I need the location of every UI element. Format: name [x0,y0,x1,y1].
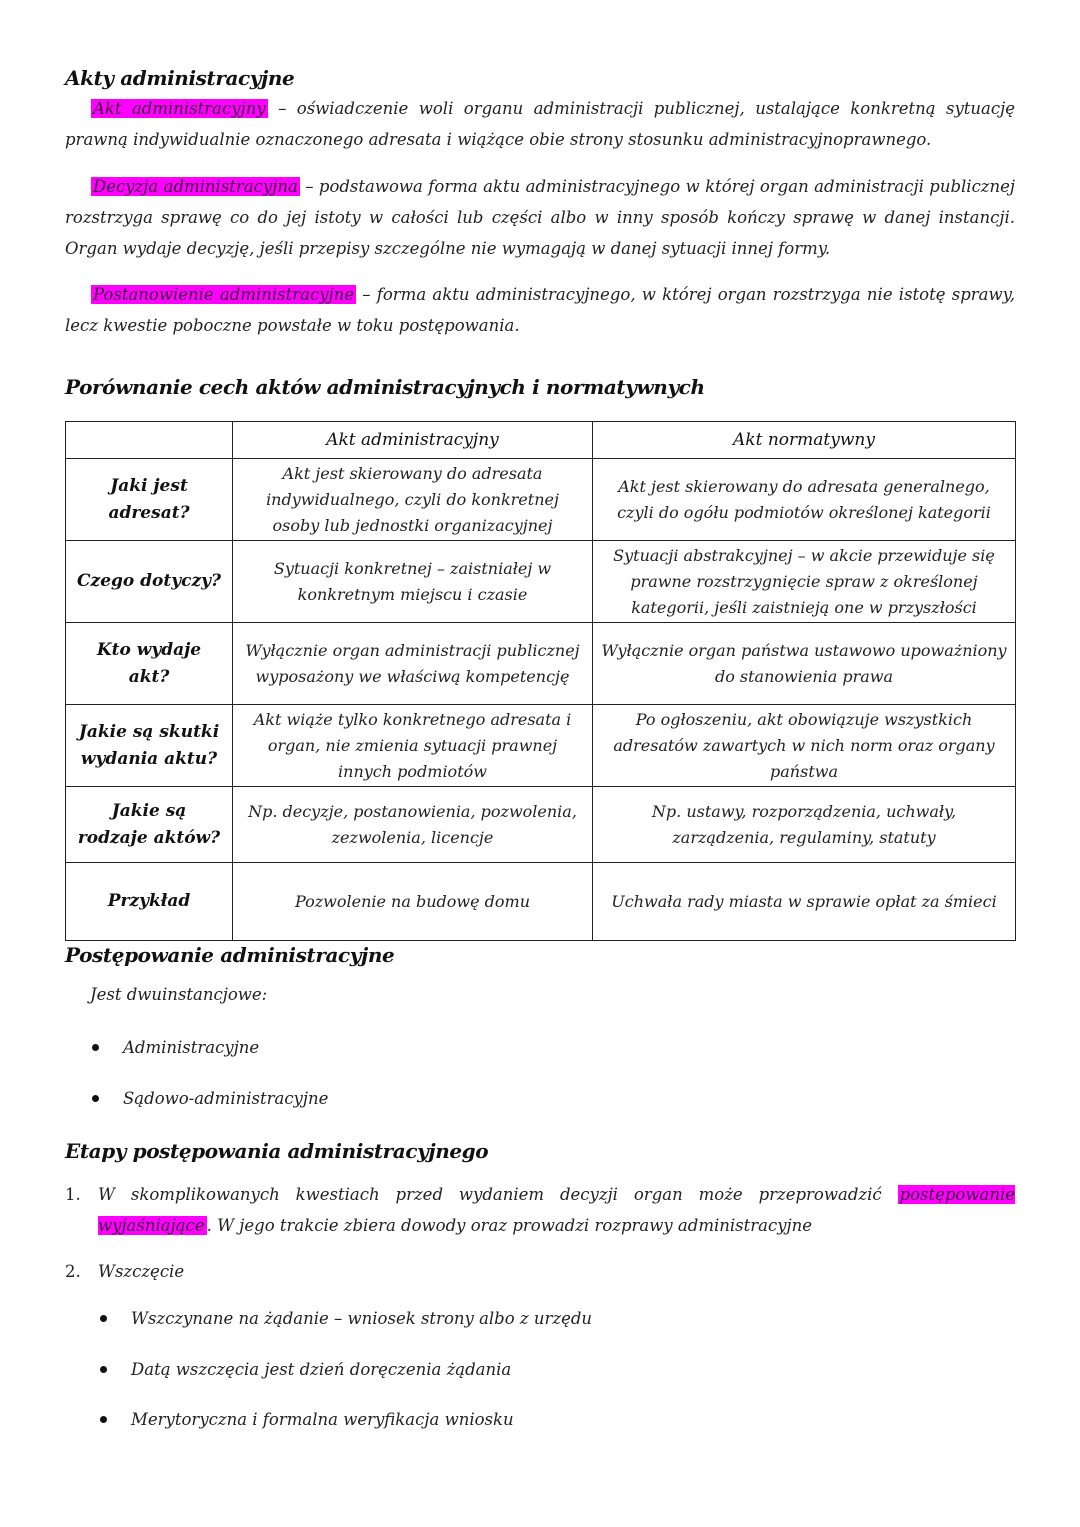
table-row [66,623,1016,705]
step-text-after: . W jego trakcie zbiera dowody oraz prowadzi rozprawy administracyjne [206,1216,813,1235]
definition-decyzja-administracyjna [65,171,1015,264]
row-question: Przykład [66,863,233,941]
heading-akty-administracyjne: Akty administracyjne [65,66,295,90]
step-number: 2. [65,1262,81,1281]
cell-admin: Pozwolenie na budowę domu [233,863,593,941]
cell-admin: Wyłącznie organ administracji publicznej wyposażony we właściwą kompetencję [233,623,593,705]
highlighted-term: Akt administracyjny [93,99,266,118]
cell-norm: Akt jest skierowany do adresata generalnego, czyli do ogółu podmiotów określonej kategorii [593,459,1016,541]
step-2 [65,1256,1015,1287]
definition-text: – forma aktu administracyjnego, w której organ rozstrzyga nie istotę sprawy, lecz kwestie poboczne powstałe w toku postępowania. [65,285,1015,335]
row-question: Jaki jest adresat? [66,459,233,541]
list-item-text: Merytoryczna i formalna weryfikacja wniosku [131,1410,514,1429]
list-item-text: Datą wszczęcia jest dzień doręczenia żądania [131,1360,512,1379]
list-item-text: Sądowo-administracyjne [123,1089,329,1108]
intro-text: Jest dwuinstancjowe: [90,985,268,1004]
bullet-icon [92,1044,99,1051]
step-number: 1. [65,1185,81,1204]
table-row [66,863,1016,941]
row-question: Jakie są rodzaje aktów? [66,787,233,863]
step-1 [65,1179,1015,1241]
cell-norm: Sytuacji abstrakcyjnej – w akcie przewiduje się prawne rozstrzygnięcie spraw z określonej kategorii, jeśli zaistnieją one w przyszłości [593,541,1016,623]
step-text-before: W skomplikowanych kwestiach przed wydaniem decyzji organ może przeprowadzić [98,1185,898,1204]
cell-norm: Po ogłoszeniu, akt obowiązuje wszystkich adresatów zawartych w nich norm oraz organy państwa [593,705,1016,787]
heading-postepowanie: Postępowanie administracyjne [65,943,395,967]
table-header-row [66,422,1016,459]
definition-akt-administracyjny [65,93,1015,155]
heading-etapy: Etapy postępowania administracyjnego [65,1139,489,1163]
table-row [66,787,1016,863]
list-item-text: Administracyjne [123,1038,260,1057]
step-text [98,1179,1015,1241]
cell-admin: Akt jest skierowany do adresata indywidualnego, czyli do konkretnej osoby lub jednostki organizacyjnej [233,459,593,541]
list-item [100,1410,514,1429]
cell-norm: Uchwała rady miasta w sprawie opłat za śmieci [593,863,1016,941]
row-question: Kto wydaje akt? [66,623,233,705]
list-item-text: Wszczynane na żądanie – wniosek strony albo z urzędu [131,1309,593,1328]
header-cell-norm: Akt normatywny [593,422,1016,459]
bullet-icon [100,1366,107,1373]
list-item [92,1038,259,1057]
header-cell-empty [66,422,233,459]
table-row [66,705,1016,787]
table-row [66,541,1016,623]
cell-admin: Np. decyzje, postanowienia, pozwolenia, zezwolenia, licencje [233,787,593,863]
comparison-table [65,421,1016,941]
highlighted-term: Decyzja administracyjna [93,177,298,196]
list-item [100,1360,511,1379]
highlighted-term: Postanowienie administracyjne [93,285,355,304]
cell-admin: Sytuacji konkretnej – zaistniałej w konkretnym miejscu i czasie [233,541,593,623]
bullet-icon [92,1095,99,1102]
header-cell-admin: Akt administracyjny [233,422,593,459]
heading-porownanie: Porównanie cech aktów administracyjnych i normatywnych [65,375,705,399]
bullet-icon [100,1416,107,1423]
highlighted-term: postępowanie wyjaśniające [98,1185,1015,1235]
definition-postanowienie-administracyjne [65,279,1015,341]
list-item [100,1309,592,1328]
definition-text: – podstawowa forma aktu administracyjnego w której organ administracji publicznej rozstrzyga sprawę co do jej istoty w całości lub części albo w inny sposób kończy sprawę w danej instancji. Organ wydaje decyzję, jeśli przepisy szczególne nie wymagają w danej sytuacji innej formy. [65,177,1016,258]
cell-norm: Np. ustawy, rozporządzenia, uchwały, zarządzenia, regulaminy, statuty [593,787,1016,863]
row-question: Czego dotyczy? [66,541,233,623]
step-text: Wszczęcie [98,1262,185,1281]
definition-text: – oświadczenie woli organu administracji publicznej, ustalające konkretną sytuację prawną indywidualnie oznaczonego adresata i wiążące obie strony stosunku administracyjnoprawnego. [65,99,1015,149]
cell-admin: Akt wiąże tylko konkretnego adresata i organ, nie zmienia sytuacji prawnej innych podmiotów [233,705,593,787]
row-question: Jakie są skutki wydania aktu? [66,705,233,787]
table-row [66,459,1016,541]
cell-norm: Wyłącznie organ państwa ustawowo upoważniony do stanowienia prawa [593,623,1016,705]
list-item [92,1089,328,1108]
bullet-icon [100,1315,107,1322]
